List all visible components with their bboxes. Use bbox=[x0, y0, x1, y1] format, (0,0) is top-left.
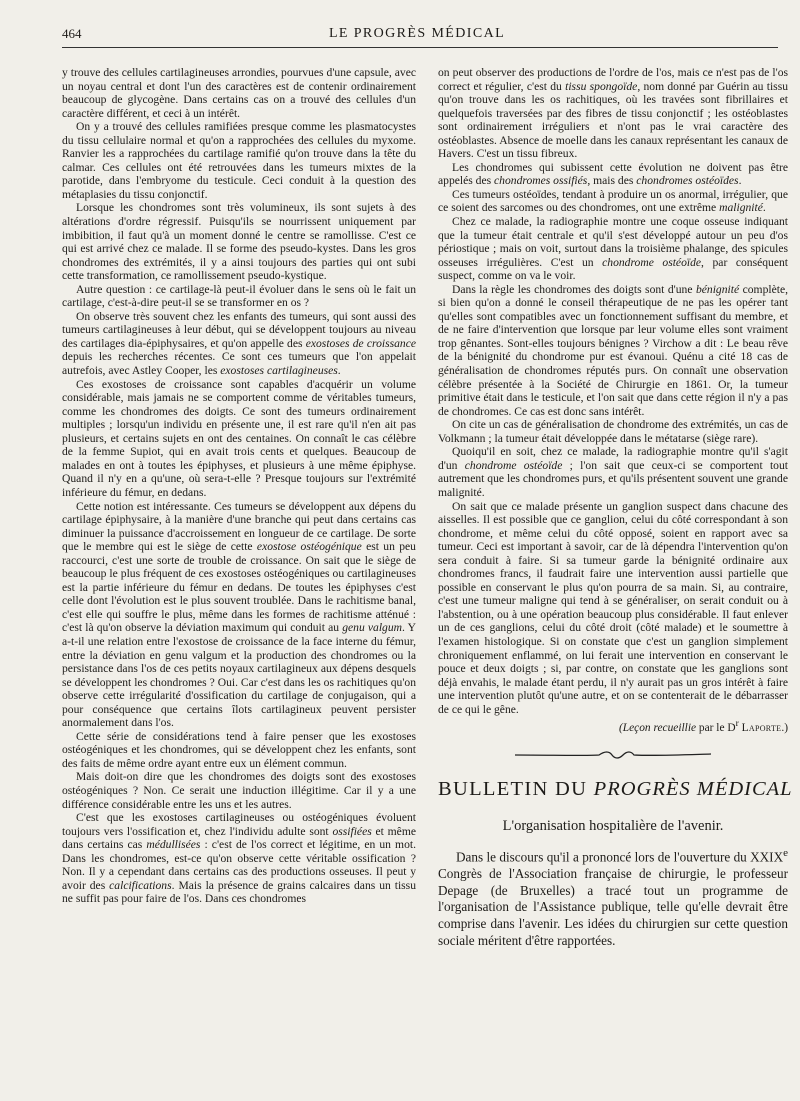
paragraph bbox=[438, 845, 788, 949]
italic-term: chondromes ostéoïdes bbox=[636, 174, 739, 188]
text-run: Les chondromes qui subissent cette évolution ne doivent pas être appelés des bbox=[438, 160, 788, 188]
italic-term: malignité bbox=[719, 201, 763, 215]
journal-title: LE PROGRÈS MÉDICAL bbox=[328, 26, 506, 41]
text-run: . Mais la présence de grains calcaires dans un tissu ne suffit pas pour faire de l'os. Dans ces chondromes bbox=[62, 878, 416, 906]
article-lead bbox=[438, 845, 788, 949]
text-run: : c'est de l'os correct et légitime, en un mot. Dans les chondromes, est-ce qu'on observe cette véritable ossification ? Non. Il y a cependant dans certains cas des productions osseuses. Il peut y avoir des bbox=[62, 838, 416, 892]
paragraph: Cette série de considérations tend à faire penser que les exostoses ostéogéniques et les chondromes, qui se développent chez les enfants, sont des faits de même ordre ayant entre eux un élément commun. bbox=[62, 729, 416, 770]
text-run: complète, si bien qu'on a donné le conseil thérapeutique de ne pas les opérer tant qu'elles sont compatibles avec un fonctionnement suffisant du membre, et de ne faire d'intervention que lorsque par leur volume elles sont vraiment trop gênantes. Sont-elles toujours bénignes ? Virchow a dit : Le beau rêve de la bénignité du chondrome pur est évanoui. Quénu a cité 18 cas de généralisation de chondromes réputés purs. On connaît une observation célèbre présentée à la Société de Chirurgie en 1861. Or, la tumeur primitive était dans le testicule, et l'on sait que dans cette région il n'y a pas de chondromes. Ce cas est donc sans intérêt. bbox=[438, 282, 788, 418]
signature-end: .) bbox=[781, 722, 788, 735]
paragraph bbox=[62, 500, 416, 730]
italic-term: chondromes ossifiés bbox=[494, 174, 588, 188]
text-run: Congrès de l'Association française de chirurgie, le professeur Depage (de Bruxelles) a tracé tout un programme de l'organisation de l'Assistance publique, telle qu'elle devrait être comprise dans l'avenir. Les idées du chirurgien sur cette question sociale méritent d'être rapportées. bbox=[438, 866, 788, 948]
signature-line bbox=[438, 718, 788, 735]
page-header bbox=[62, 26, 772, 46]
italic-term: médullisées bbox=[146, 838, 201, 852]
paragraph: On cite un cas de généralisation de chondrome des extrémités, un cas de Volkmann ; la tumeur était développée dans le métatarse (siège rare). bbox=[438, 418, 788, 445]
paragraph: y trouve des cellules cartilagineuses arrondies, pourvues d'une capsule, avec un noyau central et dont l'un des caractères est de contenir ordinairement beaucoup de glycogène. Dans certains cas on a trouvé des cellules d'un caractère différent, et ceci à un intérêt. bbox=[62, 66, 416, 120]
text-run: on peut observer des productions de l'ordre de l'os, mais ce n'est pas de l'os correct et régulier, c'est du bbox=[438, 66, 788, 93]
text-run: . bbox=[762, 201, 766, 215]
italic-term: exostoses de croissance bbox=[305, 336, 417, 350]
italic-term: exostose ostéogénique bbox=[256, 540, 362, 554]
paragraph bbox=[438, 283, 788, 418]
italic-term: exostoses cartilagineuses bbox=[220, 364, 338, 378]
text-run: Quoiqu'il en soit, chez ce malade, la radiographie montre qu'il s'agit d'un bbox=[438, 445, 788, 472]
paragraph bbox=[438, 215, 788, 283]
paragraph: On sait que ce malade présente un ganglion suspect dans chacune des aisselles. Il est possible que ce ganglion, celui du côté correspondant à son chondrome, et même celui du côté opposé, soient en rapport avec sa tumeur. Ceci est important à savoir, car de là dépendra l'intervention qu'on sera conduit à faire. Si sa tumeur garde la bénignité ordinaire aux chondromes francs, il faudrait faire une intervention aussi partielle que possible en conservant le plus qu'on pourra de sa main. Si, au contraire, c'est une tumeur maligne qui tend à se généraliser, on serait conduit ou à l'abstention, ou à une opération beaucoup plus considérable. Il faut enlever un de ces ganglions, celui du côté droit (côté malade) et le soumettre à l'examen histologique. Si on constate que c'est un ganglion simplement chroniquement enflammé, on lui ferait une intervention en conservant le pouce et deux doigts ; si, par contre, on constate que les ganglions sont déjà envahis, le malade étant perdu, il n'y aurait pas un gros intérêt à faire une intervention plutôt qu'une autre, et on se contenterait de le débarrasser de ce qui le gêne. bbox=[438, 499, 788, 716]
ornamental-divider bbox=[513, 748, 713, 762]
italic-term: calcifications bbox=[109, 878, 172, 892]
paragraph bbox=[438, 66, 788, 161]
signature-by: par le D bbox=[696, 722, 736, 735]
italic-term: genu valgum bbox=[342, 621, 403, 635]
bulletin-emph: PROGRÈS MÉDICAL bbox=[593, 777, 793, 800]
paragraph: Ces exostoses de croissance sont capables d'acquérir un volume considérable, mais jamais ne se comportent comme de véritables tumeurs, comme les chondromes des doigts. Ce sont des tumeurs ordinairement multiples ; lorsqu'un individu en présente une, il est rare qu'il n'en ait pas plusieurs, et certains sujets en ont des centaines. On connaît le cas célèbre de la femme Supiot, qui en avait trois cents et quelques. Beaucoup de malades en ont à toutes les épiphyses, et plusieurs à une même épiphyse. Quand il n'y en a qu'une, où sera-t-elle ? Presque toujours sur l'extrémité inférieure du fémur, en dedans. bbox=[62, 377, 416, 499]
superscript: e bbox=[783, 847, 788, 860]
right-column bbox=[438, 66, 793, 949]
text-run: . bbox=[337, 364, 341, 378]
paragraph bbox=[438, 161, 788, 188]
paragraph bbox=[62, 811, 416, 906]
page-number: 464 bbox=[62, 26, 82, 41]
paragraph: Autre question : ce cartilage-là peut-il évoluer dans le sens où le fait un cartilage, c'est-à-dire peut-il se se transformer en os ? bbox=[62, 282, 416, 310]
italic-term: ossifiées bbox=[332, 824, 372, 838]
bulletin-prefix: BULLETIN DU bbox=[438, 777, 594, 800]
text-run: Cette notion est intéressante. Ces tumeurs se développent aux dépens du cartilage épiphysaire, à la manière d'une branche qui peut dans certains cas diminuer la puissance d'accroissement en longueur de ce cartilage. De sorte que le membre qui est le siège de cette bbox=[62, 499, 416, 554]
text-run: Dans la règle les chondromes des doigts sont d'une bbox=[452, 282, 696, 296]
text-run: , mais des bbox=[587, 174, 637, 188]
text-run: Chez ce malade, la radiographie montre une coque osseuse indiquant que la tumeur était centrale et qu'il s'est développé autour un peu d'os périostique ; mais on voit, surtout dans la troisième phalange, des spicules osseuses irrégulières. C'est un bbox=[438, 215, 788, 269]
italic-term: bénignité bbox=[695, 282, 740, 296]
paragraph bbox=[438, 188, 788, 215]
text-run: Ces tumeurs ostéoïdes, tendant à produire un os anormal, irrégulier, que ce soient des sarcomes ou des chondromes, ont une extrême bbox=[438, 187, 788, 215]
text-run: est un peu raccourci, c'est une sorte de trouble de croissance. On sait que le siège de beaucoup le plus fréquent de ces exostoses ostéogéniques ou cartilagineuses est la partie inférieure du fémur en dedans. De toutes les épiphyses c'est celle dont l'évolution est le plus souvent troublée. Dans le rachitisme banal, c'est elle qui souffre le plus, même dans les formes de rachitisme atténué : c'est là qu'on observe la déviation maximum qui conduit au bbox=[62, 540, 416, 635]
signature-name: Laporte bbox=[741, 722, 782, 735]
text-run: , nom donné par Guérin au tissu qu'on trouve dans les os rachitiques, où les travées sont fibrillaires et quelquefois traversées par des fibres de tissu conjonctif ; les ostéoblastes sont ordinairement irréguliers et n'ont pas le vrai caractère des ostéoblastes. Absence de moelle dans les canaux représentant les canaux de Havers. C'est un tissu fibreux. bbox=[438, 79, 788, 161]
text-run: et même dans certains cas bbox=[62, 824, 416, 852]
paragraph bbox=[62, 310, 416, 378]
italic-term: chondrome ostéoïde bbox=[602, 255, 702, 269]
signature-text: (Leçon recueillie bbox=[618, 722, 697, 735]
article-title: L'organisation hospitalière de l'avenir. bbox=[502, 817, 724, 834]
text-run: Dans le discours qu'il a prononcé lors de l'ouverture du XXIX bbox=[456, 849, 784, 865]
italic-term: tissu spongoïde bbox=[565, 79, 638, 93]
left-column bbox=[62, 66, 416, 906]
bulletin-heading bbox=[438, 776, 793, 802]
text-run: , par conséquent suspect, comme on va le voir. bbox=[438, 255, 789, 283]
paragraph: On y a trouvé des cellules ramifiées presque comme les plasmatocystes du tissu cellulaire normal et qu'on a rapprochées des cellules du myxome. Ranvier les a rapprochées du cartilage ramifié qu'on trouve dans la tête du calmar. Ces cellules ont été retrouvées dans les tumeurs mixtes de la parotide, dans l'embryome du testicule. Ceci conduit à la question des métaplasies du tissu conjonctif. bbox=[62, 120, 416, 201]
paragraph: Lorsque les chondromes sont très volumineux, ils sont sujets à des altérations d'ordre régressif. Puisqu'ils se nourrissent uniquement par imbibition, il faut qu'à un moment donné le centre se ramollisse. C'est ce qui est arrivé chez ce malade. Il se forme des pseudo-kystes. Dans les gros chondromes des extrémités, il y a ainsi toujours des parties qui ont subi cette transformation, ce ramollissement pseudo-kystique. bbox=[62, 201, 416, 283]
text-run: . Y a-t-il une relation entre l'exostose de croissance de la face interne du fémur, entre la déviation en genu valgum et la production des chondromes ou la persistance dans l'os de ces petits noyaux cartilagineux aux dépens desquels se développent les chondromes ? Oui. Car c'est dans les os rachitiques qu'on observe cette irrégularité d'ossification du cartilage de conjugaison, qui a pour conséquence que certains îlots cartilagineux peuvent persister anormalement dans l'os. bbox=[62, 621, 416, 730]
text-run: C'est que les exostoses cartilagineuses ou ostéogéniques évoluent toujours vers l'ossification et, chez l'individu adulte sont bbox=[62, 811, 416, 838]
signature-sup: r bbox=[735, 719, 739, 730]
paragraph: Mais doit-on dire que les chondromes des doigts sont des exostoses ostéogéniques ? Non. Ce serait une induction illégitime. Car il y a une différence considérable entre les uns et les autres. bbox=[62, 770, 416, 811]
header-rule bbox=[62, 47, 778, 48]
text-run: On observe très souvent chez les enfants des tumeurs, qui sont aussi des tumeurs cartilagineuses à leur début, qui se développent toujours au niveau des cartilages dia-épiphysaires, et qu'on appelle des bbox=[62, 309, 416, 350]
text-run: depuis les recherches récentes. Ce sont ces tumeurs que l'on appelait autrefois, avec Astley Cooper, les bbox=[62, 350, 416, 378]
text-run: ; l'on sait que ceux-ci se comportent tout autrement que les chondromes purs, et qu'ils présentent souvent une grande malignité. bbox=[438, 458, 788, 499]
paragraph bbox=[438, 445, 788, 499]
italic-term: chondrome ostéoïde bbox=[464, 458, 563, 472]
text-run: . bbox=[738, 174, 742, 188]
